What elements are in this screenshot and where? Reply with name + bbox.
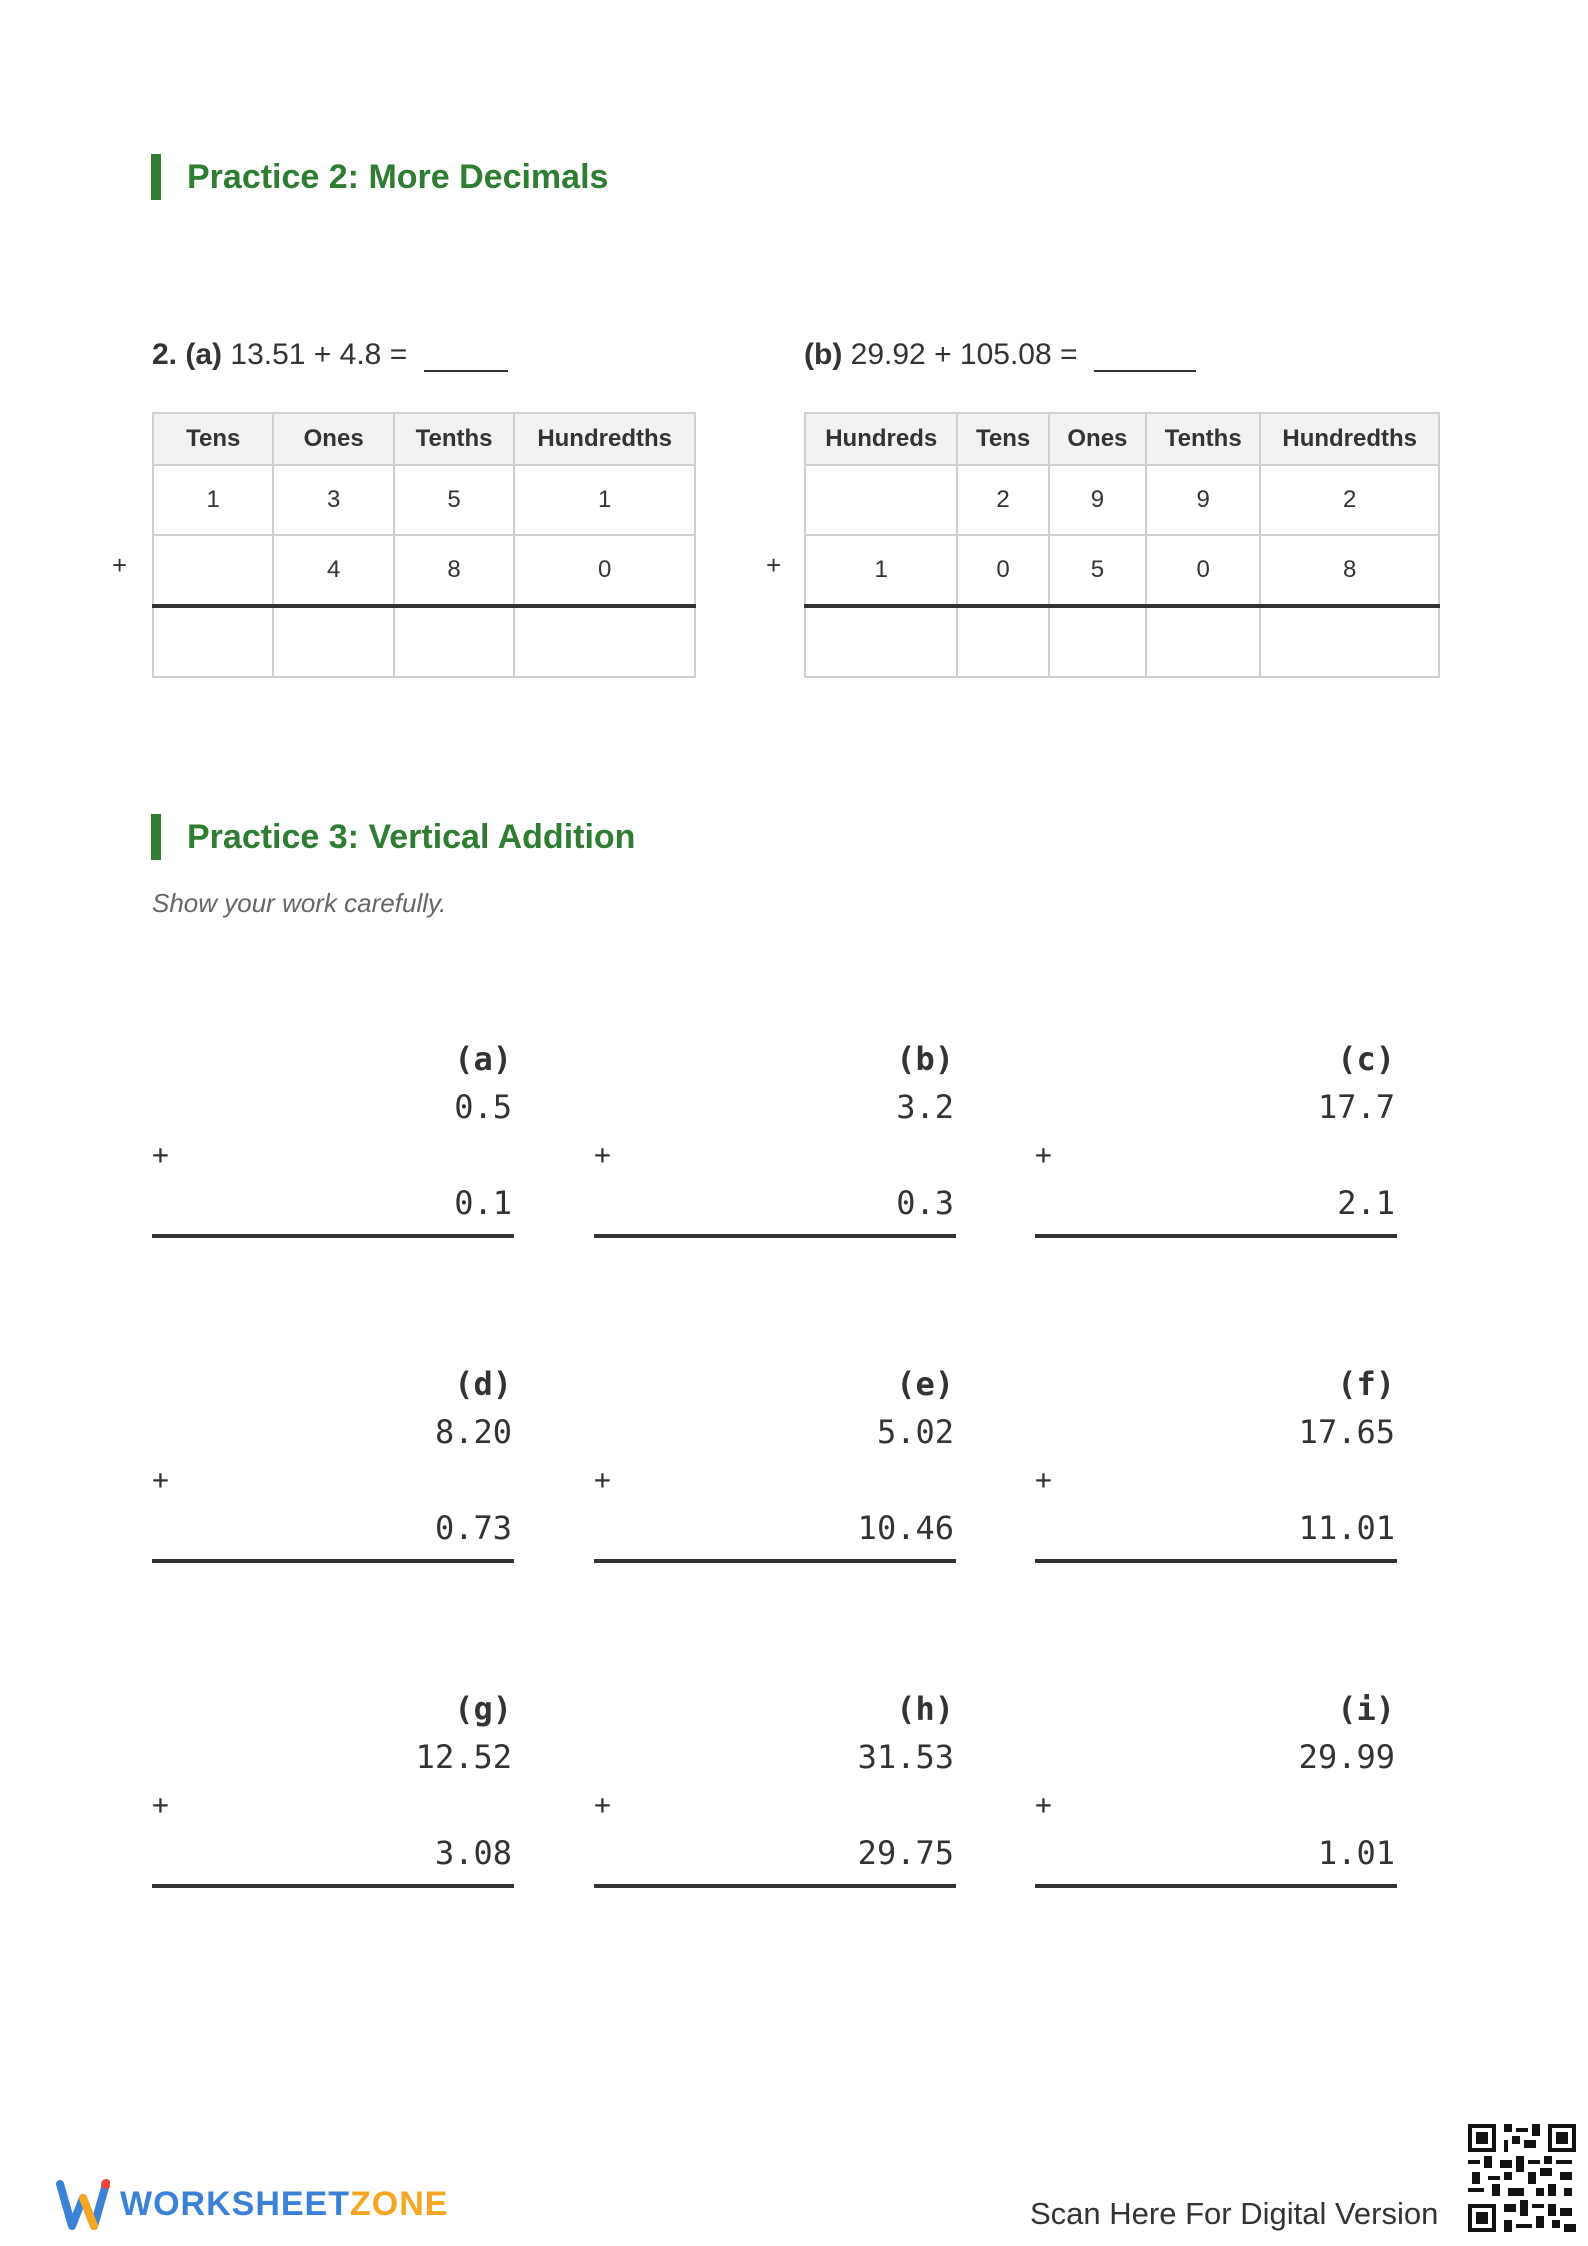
plus-sign: + (152, 1463, 169, 1496)
plus-sign: + (594, 1788, 611, 1821)
answer-row (805, 606, 1439, 677)
problem-label: (d) (454, 1365, 512, 1403)
table-cell: 3 (273, 465, 393, 535)
addend-top: 31.53 (857, 1738, 954, 1776)
addend-top: 5.02 (876, 1413, 954, 1451)
vertical-problem (594, 1365, 956, 1565)
addend-bottom: 11.01 (1298, 1509, 1395, 1547)
addend-top: 12.52 (415, 1738, 512, 1776)
problem-label: (c) (1337, 1040, 1395, 1078)
plus-sign: + (594, 1463, 611, 1496)
addend-bottom: 10.46 (857, 1509, 954, 1547)
problem-label: (a) (185, 338, 223, 371)
table-cell: 4 (273, 535, 393, 606)
answer-cell[interactable] (394, 606, 514, 677)
problem-label: (f) (1337, 1365, 1395, 1403)
practice-2-title: Practice 2: More Decimals (151, 154, 608, 200)
table-cell: 2 (957, 465, 1048, 535)
header-hundreds: Hundreds (805, 413, 957, 465)
answer-blank[interactable] (424, 336, 508, 372)
answer-blank[interactable] (1094, 336, 1196, 372)
answer-cell[interactable] (1260, 606, 1439, 677)
table-cell: 1 (153, 465, 273, 535)
header-ones: Ones (273, 413, 393, 465)
answer-cell[interactable] (1146, 606, 1260, 677)
table-cell: 8 (394, 535, 514, 606)
answer-cell[interactable] (805, 606, 957, 677)
table-cell: 0 (1146, 535, 1260, 606)
sum-line (1035, 1234, 1397, 1238)
practice-3-title: Practice 3: Vertical Addition (151, 814, 635, 860)
instructions: Show your work carefully. (152, 888, 447, 918)
answer-cell[interactable] (1049, 606, 1146, 677)
plus-sign: + (152, 1138, 169, 1171)
header-tens: Tens (957, 413, 1048, 465)
answer-cell[interactable] (153, 606, 273, 677)
problem-expression: 29.92 + 105.08 = (850, 338, 1078, 371)
header-tenths: Tenths (1146, 413, 1260, 465)
logo-text-zone: ZONE (350, 2184, 449, 2223)
addend-bottom: 1.01 (1317, 1834, 1395, 1872)
addend-top: 0.5 (454, 1088, 512, 1126)
w-logo-icon (56, 2176, 110, 2232)
table-cell: 9 (1146, 465, 1260, 535)
plus-sign: + (1035, 1463, 1052, 1496)
header-hundredths: Hundredths (514, 413, 695, 465)
plus-sign: + (1035, 1788, 1052, 1821)
table-row (153, 465, 695, 535)
problem-expression: 13.51 + 4.8 = (230, 338, 408, 371)
answer-row (153, 606, 695, 677)
table-cell: 1 (805, 535, 957, 606)
problem-label: (h) (896, 1690, 954, 1728)
addend-top: 8.20 (434, 1413, 512, 1451)
sum-line (152, 1884, 514, 1888)
addend-top: 3.2 (896, 1088, 954, 1126)
table-row (805, 465, 1439, 535)
table-cell: 0 (957, 535, 1048, 606)
vertical-problem (1035, 1365, 1397, 1565)
addend-top: 17.65 (1298, 1413, 1395, 1451)
addend-top: 29.99 (1298, 1738, 1395, 1776)
addend-top: 17.7 (1317, 1088, 1395, 1126)
addend-bottom: 2.1 (1337, 1184, 1395, 1222)
logo-text-worksheet: WORKSHEET (120, 2184, 350, 2223)
sum-line (594, 1234, 956, 1238)
answer-cell[interactable] (514, 606, 695, 677)
sum-line (152, 1559, 514, 1563)
header-hundredths: Hundredths (1260, 413, 1439, 465)
problem-label: (g) (454, 1690, 512, 1728)
table-cell: 0 (514, 535, 695, 606)
table-cell: 8 (1260, 535, 1439, 606)
vertical-problem (1035, 1040, 1397, 1240)
place-value-table-b (804, 412, 1440, 678)
addend-bottom: 29.75 (857, 1834, 954, 1872)
place-value-table-a (152, 412, 696, 678)
table-header-row (805, 413, 1439, 465)
table-cell (805, 465, 957, 535)
table-row (153, 535, 695, 606)
answer-cell[interactable] (273, 606, 393, 677)
table-cell: 5 (394, 465, 514, 535)
problem-label: (b) (804, 338, 843, 371)
sum-line (1035, 1884, 1397, 1888)
addend-bottom: 0.73 (434, 1509, 512, 1547)
plus-sign: + (112, 550, 128, 580)
addend-bottom: 0.1 (454, 1184, 512, 1222)
problem-label: (b) (896, 1040, 954, 1078)
sum-line (594, 1884, 956, 1888)
vertical-problem (594, 1690, 956, 1890)
addend-bottom: 0.3 (896, 1184, 954, 1222)
problem-2a (152, 336, 508, 372)
problem-label: (a) (454, 1040, 512, 1078)
vertical-problem (152, 1040, 514, 1240)
addend-bottom: 3.08 (434, 1834, 512, 1872)
sum-line (594, 1559, 956, 1563)
header-tens: Tens (153, 413, 273, 465)
plus-sign: + (594, 1138, 611, 1171)
header-ones: Ones (1049, 413, 1146, 465)
header-tenths: Tenths (394, 413, 514, 465)
table-cell: 5 (1049, 535, 1146, 606)
problem-number: 2. (152, 338, 178, 371)
problem-label: (i) (1337, 1690, 1395, 1728)
scan-caption: Scan Here For Digital Version (1030, 2196, 1439, 2231)
vertical-problem (152, 1365, 514, 1565)
problem-label: (e) (896, 1365, 954, 1403)
table-header-row (153, 413, 695, 465)
table-row (805, 535, 1439, 606)
vertical-problem (594, 1040, 956, 1240)
table-cell: 9 (1049, 465, 1146, 535)
worksheetzone-logo (56, 2176, 448, 2232)
plus-sign: + (1035, 1138, 1052, 1171)
plus-sign: + (152, 1788, 169, 1821)
plus-sign: + (766, 550, 782, 580)
table-cell: 1 (514, 465, 695, 535)
problem-2b (804, 336, 1196, 372)
table-cell (153, 535, 273, 606)
answer-cell[interactable] (957, 606, 1048, 677)
table-cell: 2 (1260, 465, 1439, 535)
sum-line (152, 1234, 514, 1238)
vertical-problem (1035, 1690, 1397, 1890)
sum-line (1035, 1559, 1397, 1563)
vertical-problem (152, 1690, 514, 1890)
qr-code-icon[interactable] (1468, 2124, 1576, 2232)
